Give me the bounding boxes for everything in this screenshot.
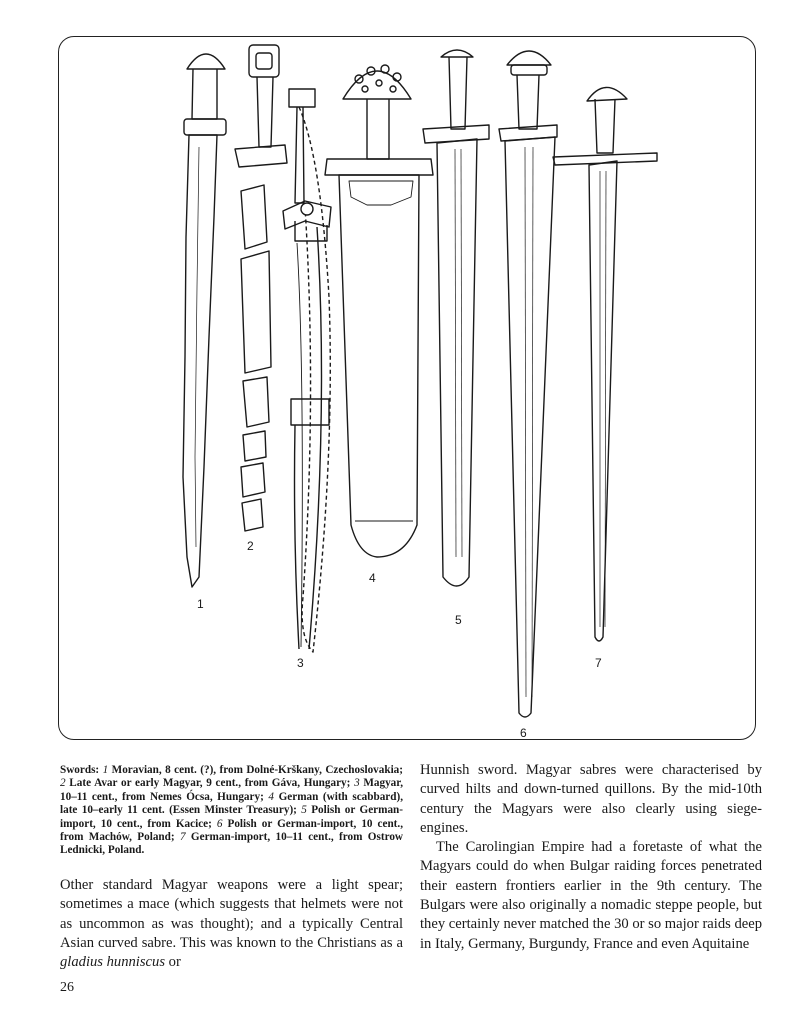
label-7: 7 [595,656,602,670]
label-5: 5 [455,613,462,627]
italic-term: gladius hunniscus [60,954,165,971]
label-4: 4 [369,571,376,585]
figure-frame [58,36,756,740]
caption-item: Moravian, 8 cent. (?), from Dolné-Krškany, Czechoslovakia; [111,764,404,776]
sword-4 [325,65,433,557]
caption-number: 7 [179,831,186,844]
label-1: 1 [197,597,204,611]
sword-1 [183,54,226,587]
caption-number: 2 [60,777,66,790]
caption-number: 1 [102,764,109,776]
paragraph: The Carolingian Empire had a foretaste of what the Magyars could do when Bulgar raiding forces penetrated their eastern frontiers earlier in the 9th century. The Bulgars were also originally a nomadic steppe people, but they certainly never matched the 30 or so major raids deep in Italy, Germany, Burgundy, France and even Aquitaine [420,839,763,952]
paragraph: Hunnish sword. Magyar sabres were characterised by curved hilts and down-turned quillons. By the mid-10th century the Magyars were also clearly using siege-engines. [420,762,762,836]
caption-item: Polish or German-import, 10 cent., from Machów, Poland; [60,817,404,844]
caption-item: German-import, 10–11 cent., from Ostrow Lednicki, Poland. [60,831,404,857]
body-text-left-column [60,876,403,972]
sword-7 [553,87,657,641]
text-run: Other standard Magyar weapons were a light spear; sometimes a mace (which suggests that helmets were not as uncommon as was thought); and a typically Central Asian curved sabre. This was known to the Christians as a [60,877,403,951]
caption-number: 3 [354,777,360,790]
label-3: 3 [297,656,304,670]
caption-number: 4 [268,790,274,803]
body-text-right-column [420,761,762,954]
caption-item: Polish or German-import, 10 cent., from Kacice; [60,804,404,830]
sword-5 [423,50,489,586]
page-number: 26 [60,980,74,995]
figure-caption [60,764,403,858]
caption-item: German (with scabbard), late 10–early 11 cent. (Essen Minster Treasury); [60,790,403,817]
caption-item: Late Avar or early Magyar, 9 cent., from Gáva, Hungary; [69,777,351,790]
sword-2 [235,45,287,531]
caption-lead: Swords: [60,764,100,776]
label-6: 6 [520,726,527,740]
label-2: 2 [247,539,254,553]
paragraph [60,876,403,972]
caption-number: 6 [216,817,223,830]
caption-item: Magyar, 10–11 cent., from Nemes Ócsa, Hungary; [60,777,404,803]
text-run: or [165,954,181,971]
sword-3 [283,89,331,652]
caption-number: 5 [301,804,307,817]
swords-illustration [59,37,757,741]
sword-6 [499,51,557,717]
